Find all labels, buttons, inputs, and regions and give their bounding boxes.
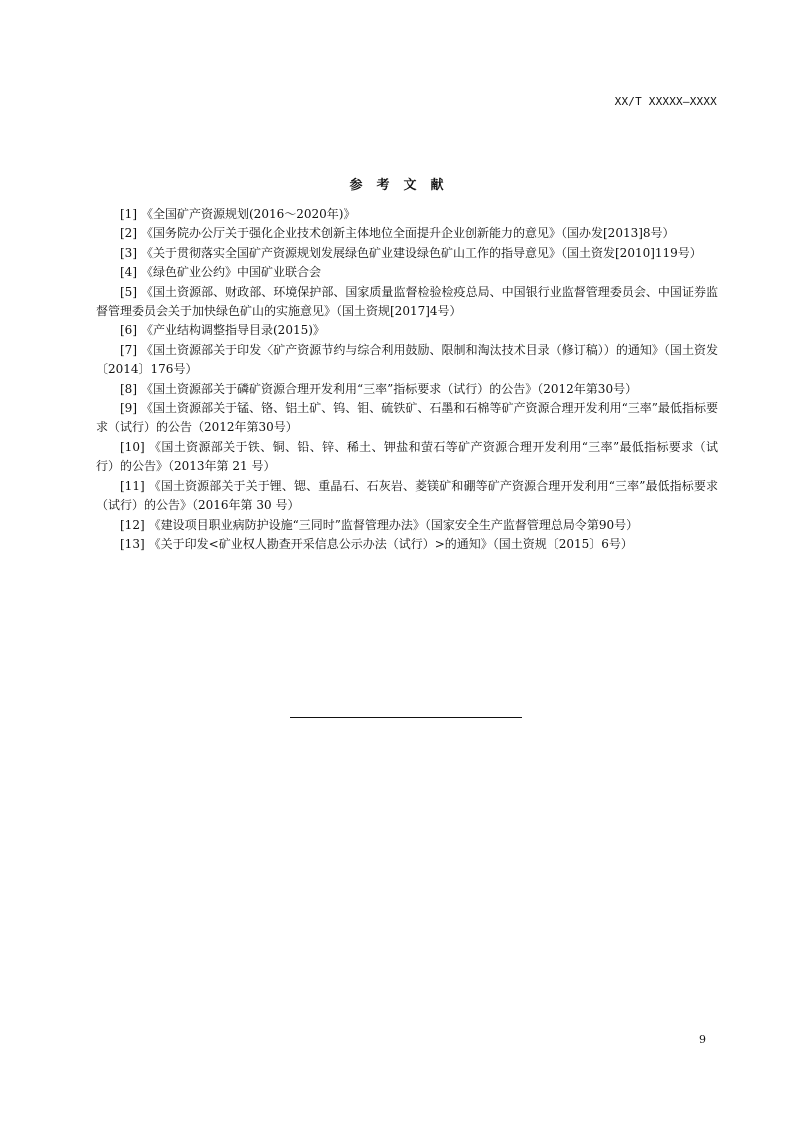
- reference-text: 《建设项目职业病防护设施“三同时”监督管理办法》（国家安全生产监督管理总局令第90号）: [148, 517, 639, 532]
- reference-item: [96, 244, 718, 263]
- reference-item: [96, 224, 718, 243]
- reference-item: [96, 516, 718, 535]
- end-of-document-rule: [290, 717, 522, 718]
- reference-number: [5]: [120, 284, 137, 299]
- reference-number: [1]: [120, 207, 137, 221]
- reference-item: [96, 399, 718, 438]
- reference-item: [96, 263, 718, 282]
- reference-item: [96, 205, 718, 224]
- reference-text: 《国土资源部、财政部、环境保护部、国家质量监督检验检疫总局、中国银行业监督管理委员会、中国证券监督管理委员会关于加快绿色矿山的实施意见》（国土资规[2017]4号）: [96, 284, 718, 319]
- page-title: 参考文献: [349, 178, 458, 193]
- reference-item: [96, 535, 718, 554]
- reference-number: [7]: [120, 342, 137, 357]
- reference-text: 《国土资源部关于印发〈矿产资源节约与综合利用鼓励、限制和淘汰技术目录（修订稿））的通知》（国土资发〔2014〕176号）: [96, 342, 718, 377]
- reference-text: 《绿色矿业公约》中国矿业联合会: [141, 265, 322, 280]
- reference-number: [11]: [120, 478, 145, 493]
- reference-list: [96, 205, 718, 554]
- reference-text: 《国土资源部关于锰、铬、铝土矿、钨、钼、硫铁矿、石墨和石棉等矿产资源合理开发利用“三率”最低指标要求（试行）的公告（2012年第30号）: [96, 401, 718, 435]
- reference-item: [96, 341, 718, 380]
- reference-number: [2]: [120, 226, 137, 241]
- reference-number: [4]: [120, 265, 137, 280]
- reference-item: [96, 438, 718, 477]
- reference-text: 《关于贯彻落实全国矿产资源规划发展绿色矿业建设绿色矿山工作的指导意见》（国土资发[2010]119号）: [141, 245, 702, 260]
- reference-number: [3]: [120, 245, 137, 260]
- reference-number: [13]: [120, 536, 145, 551]
- reference-text: 《关于印发<矿业权人勘查开采信息公示办法（试行）>的通知》（国土资规〔2015〕6号）: [148, 536, 633, 551]
- reference-item: [96, 321, 718, 340]
- reference-number: [10]: [120, 439, 145, 454]
- reference-number: [9]: [120, 401, 137, 416]
- reference-text: 《国土资源部关于关于锂、锶、重晶石、石灰岩、菱镁矿和硼等矿产资源合理开发利用“三率”最低指标要求（试行）的公告》（2016年第 30 号）: [96, 478, 718, 513]
- page-number: 9: [699, 1033, 706, 1046]
- reference-text: 《产业结构调整指导目录(2015)》: [141, 323, 325, 338]
- reference-item: [96, 380, 718, 399]
- reference-text: 《全国矿产资源规划(2016～2020年)》: [141, 207, 356, 221]
- reference-text: 《国务院办公厅关于强化企业技术创新主体地位全面提升企业创新能力的意见》（国办发[2013]8号）: [141, 226, 675, 241]
- reference-number: [6]: [120, 323, 137, 338]
- reference-item: [96, 477, 718, 516]
- reference-text: 《国土资源部关于铁、铜、铅、锌、稀土、钾盐和萤石等矿产资源合理开发利用“三率”最低指标要求（试行）的公告》（2013年第 21 号）: [96, 439, 718, 474]
- reference-number: [12]: [120, 517, 145, 532]
- document-code-header: XX/T XXXXX—XXXX: [614, 95, 717, 108]
- reference-number: [8]: [120, 381, 137, 396]
- reference-item: [96, 283, 718, 322]
- reference-text: 《国土资源部关于磷矿资源合理开发利用“三率”指标要求（试行）的公告》（2012年第30号）: [141, 381, 638, 396]
